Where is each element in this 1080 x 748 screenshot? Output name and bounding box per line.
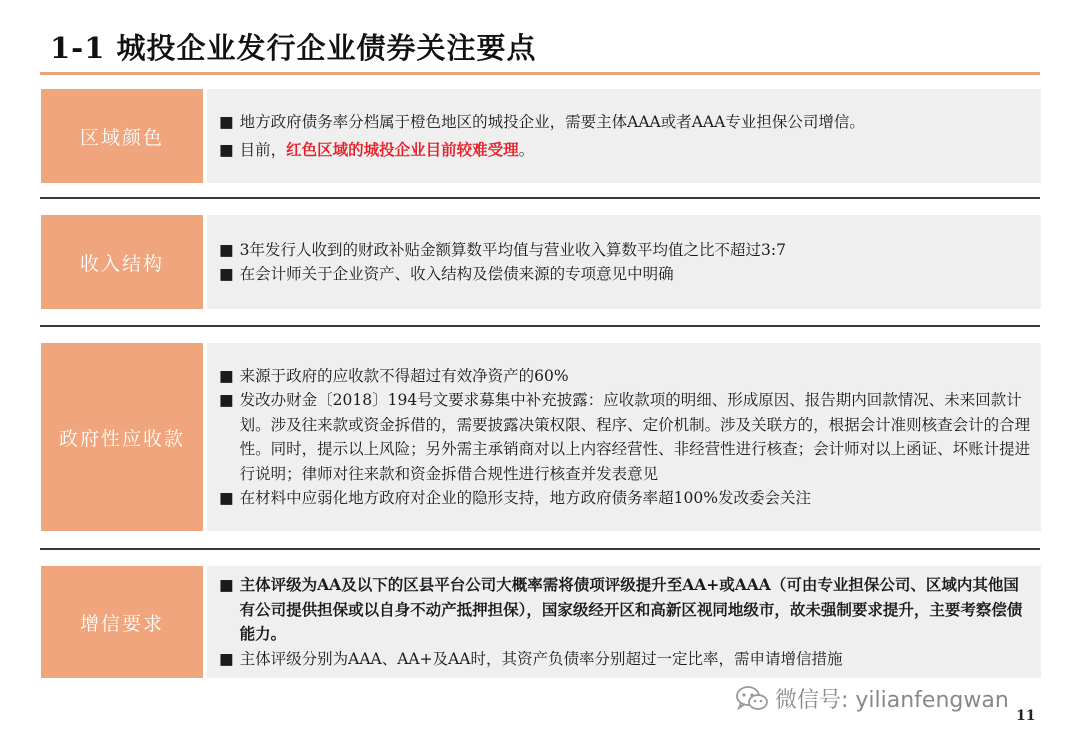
bullet-item: ■ 主体评级分别为AAA、AA+及AA时，其资产负债率分别超过一定比率，需申请增信措施 bbox=[217, 647, 1031, 672]
square-bullet-icon: ■ bbox=[219, 576, 234, 594]
section-divider bbox=[40, 325, 1040, 327]
section-income-structure bbox=[41, 215, 1041, 309]
wechat-watermark bbox=[735, 683, 1009, 714]
bullet-item: ■ 主体评级为AA及以下的区县平台公司大概率需将债项评级提升至AA+或AAA（可由专业担保公司、区域内其他国有公司提供担保或以自身不动产抵押担保），国家级经开区和高新区视同地级市，故未强制要求提升，主要考察偿债能力。 bbox=[217, 573, 1031, 647]
section-region-color bbox=[41, 89, 1041, 183]
section-content bbox=[207, 89, 1041, 183]
section-divider bbox=[40, 548, 1040, 550]
section-label: 政府性应收款 bbox=[41, 343, 203, 531]
bullet-item bbox=[217, 138, 1031, 163]
square-bullet-icon: ■ bbox=[219, 649, 234, 668]
square-bullet-icon: ■ bbox=[219, 366, 234, 385]
square-bullet-icon: ■ bbox=[219, 265, 234, 283]
section-government-receivables bbox=[41, 343, 1041, 531]
bullet-prefix: 目前， bbox=[239, 141, 287, 159]
bullet-item: ■ 地方政府债务率分档属于橙色地区的城投企业，需要主体AAA或者AAA专业担保公司增信。 bbox=[217, 110, 1031, 135]
square-bullet-icon: ■ bbox=[219, 489, 234, 507]
square-bullet-icon: ■ bbox=[219, 240, 234, 259]
section-divider bbox=[40, 197, 1040, 199]
bullet-item: ■ 3年发行人收到的财政补贴金额算数平均值与营业收入算数平均值之比不超过3:7 bbox=[217, 238, 1031, 263]
section-content bbox=[207, 215, 1041, 309]
page-number: 11 bbox=[1016, 708, 1036, 724]
section-content bbox=[207, 343, 1041, 531]
square-bullet-icon: ■ bbox=[219, 112, 234, 131]
section-label: 收入结构 bbox=[41, 215, 203, 309]
bullet-item: ■ 来源于政府的应收款不得超过有效净资产的60% bbox=[217, 364, 1031, 389]
bullet-item: ■ 在材料中应弱化地方政府对企业的隐形支持，地方政府债务率超100%发改委会关注 bbox=[217, 486, 1031, 511]
section-content bbox=[207, 566, 1041, 678]
section-label: 增信要求 bbox=[41, 566, 203, 678]
square-bullet-icon: ■ bbox=[219, 141, 234, 159]
watermark-text: 微信号: yilianfengwan bbox=[775, 688, 1009, 713]
wechat-icon bbox=[735, 685, 769, 713]
bullet-suffix: 。 bbox=[518, 141, 535, 159]
bullet-item: ■ 发改办财金〔2018〕194号文要求募集中补充披露：应收款项的明细、形成原因、报告期内回款情况、未来回款计划。涉及往来款或资金拆借的，需要披露决策权限、程序、定价机制。涉及关联方的，根据会计准则核查会计的合理性。同时，提示以上风险；另外需主承销商对以上内容经营性、非经营性进行核查；会计师对以上函证、坏账计提进行说明；律师对往来款和资金拆借合规性进行核查并发表意见 bbox=[217, 388, 1031, 486]
title-underline bbox=[40, 72, 1040, 75]
square-bullet-icon: ■ bbox=[219, 391, 234, 409]
highlighted-text: 红色区域的城投企业目前较难受理 bbox=[286, 140, 519, 159]
section-label: 区域颜色 bbox=[41, 89, 203, 183]
page-title: 1-1 城投企业发行企业债券关注要点 bbox=[50, 31, 537, 65]
section-credit-enhancement bbox=[41, 566, 1041, 678]
bullet-item: ■ 在会计师关于企业资产、收入结构及偿债来源的专项意见中明确 bbox=[217, 262, 1031, 287]
